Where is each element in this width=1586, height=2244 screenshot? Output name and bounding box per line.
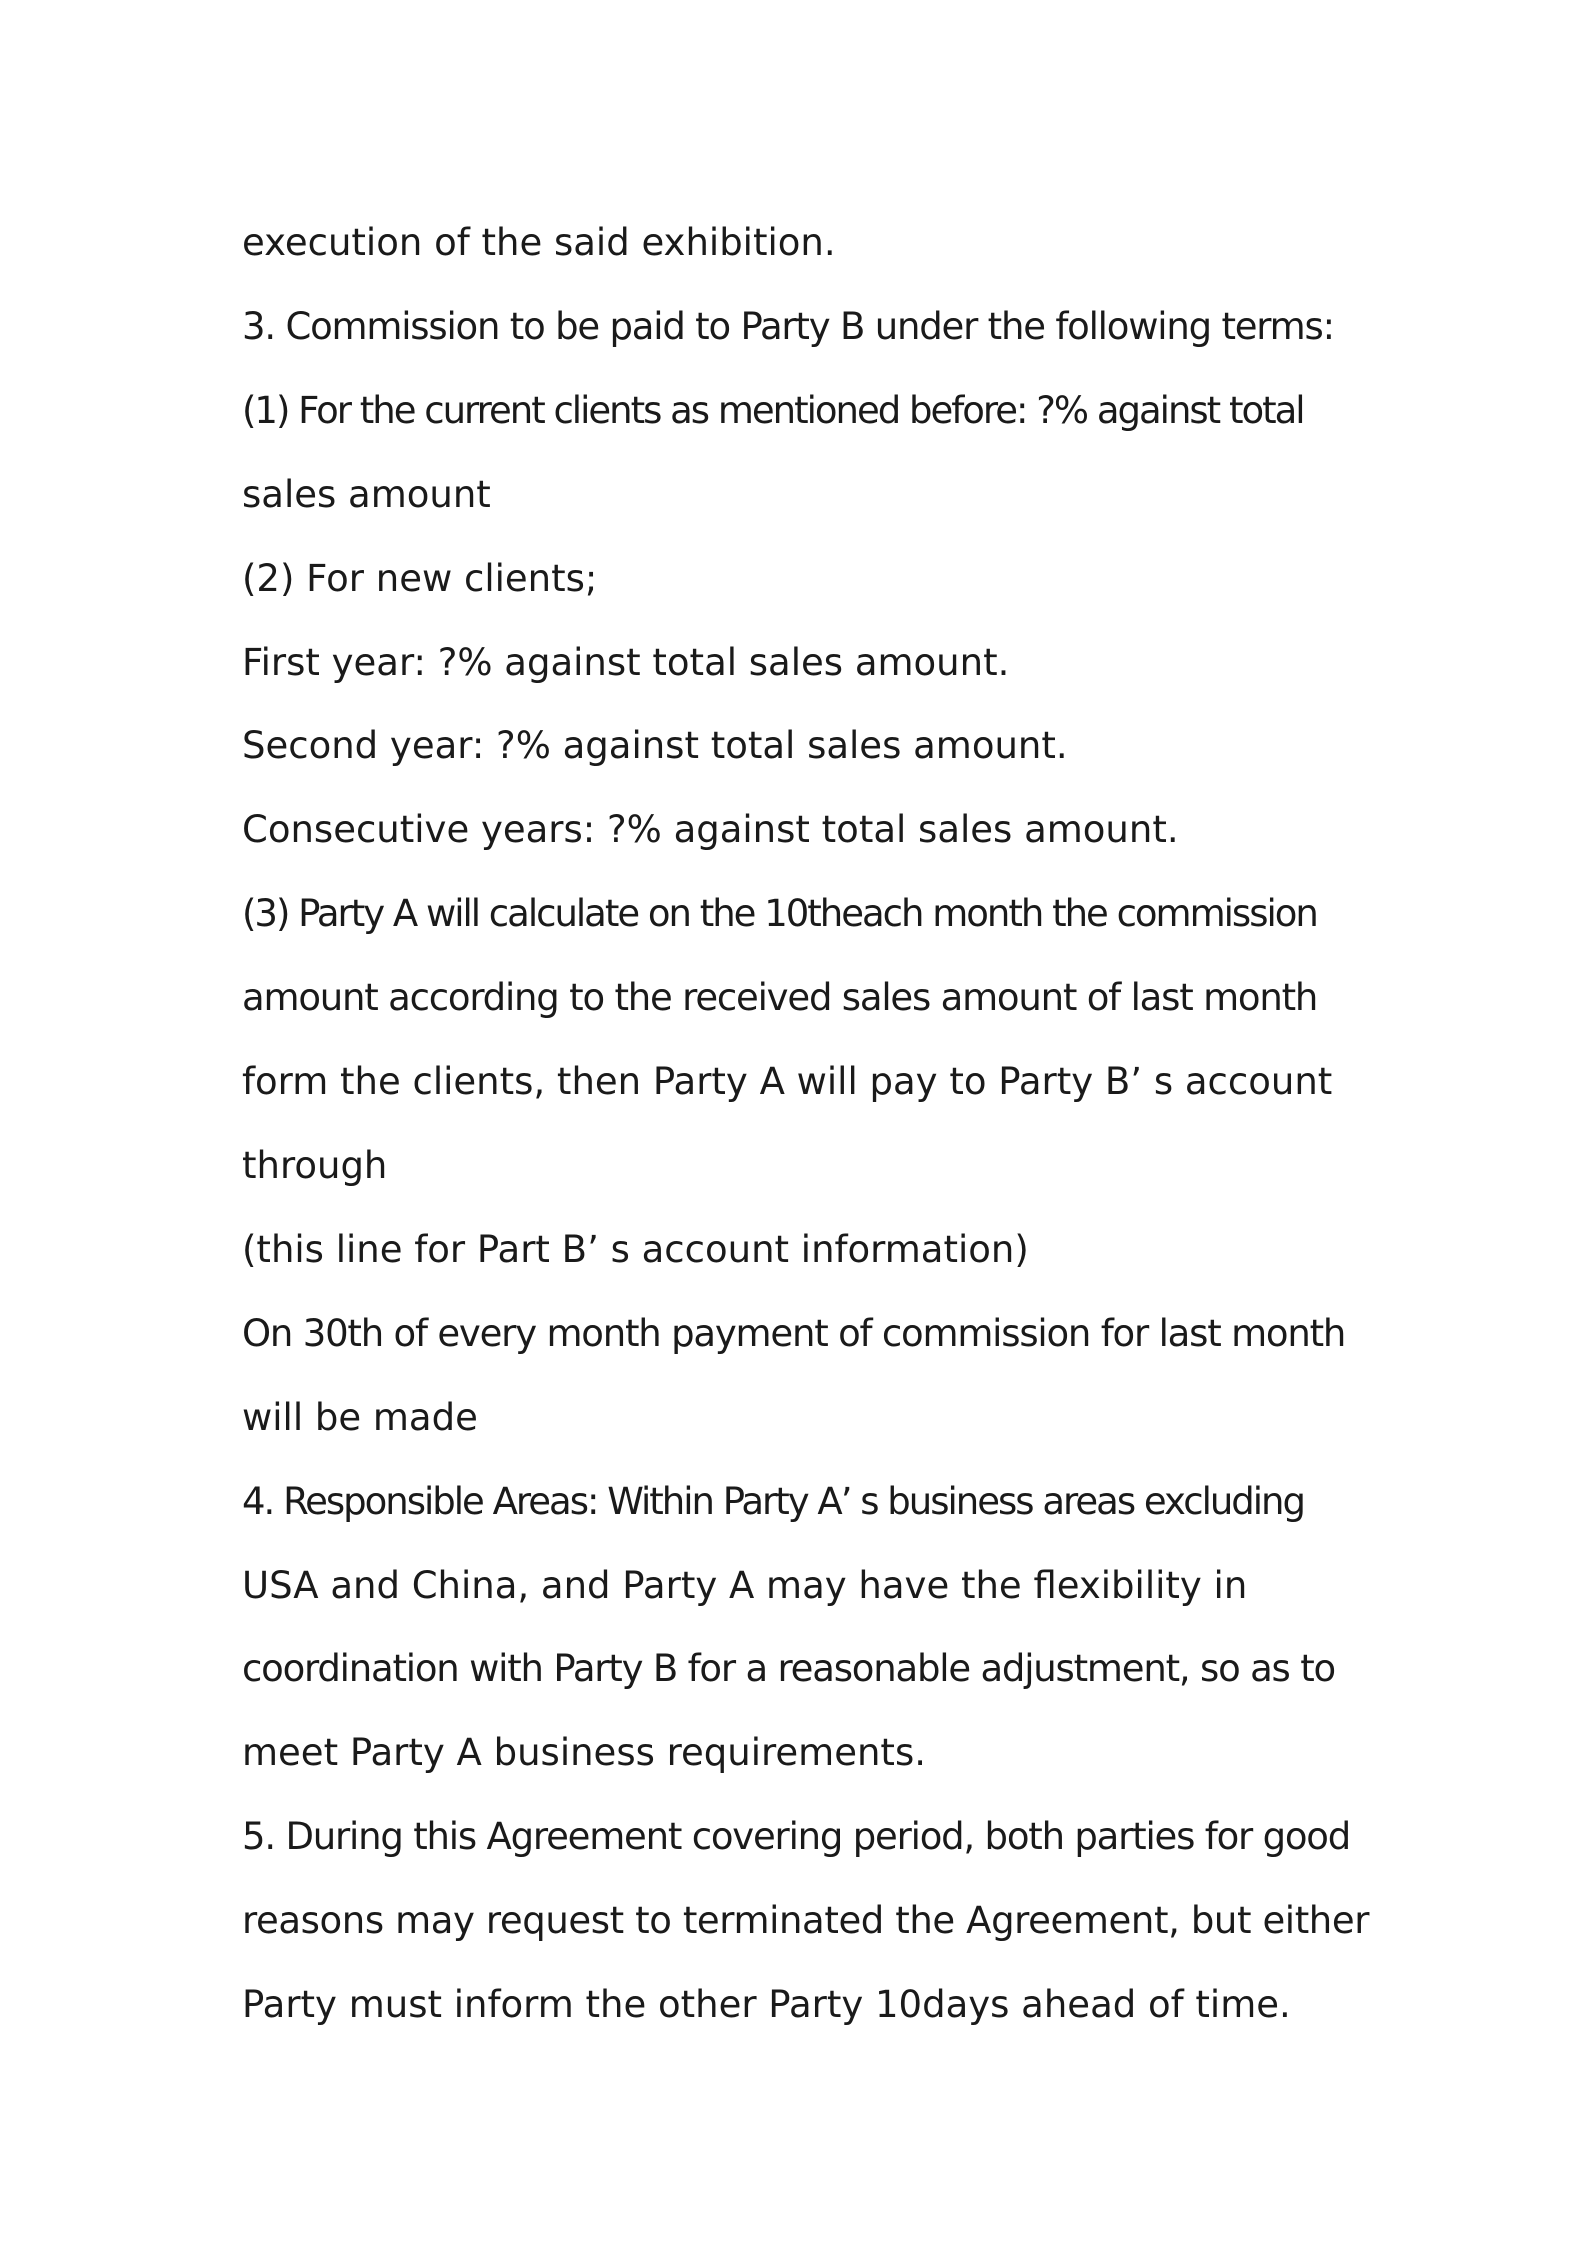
text-line: 4. Responsible Areas: Within Party A’ s business areas excluding — [242, 1479, 1304, 1523]
text-line: meet Party A business requirements. — [242, 1731, 926, 1775]
text-line: Second year: ?% against total sales amount. — [242, 724, 1068, 768]
text-line: On 30th of every month payment of commission for last month — [242, 1311, 1346, 1355]
text-line: Party must inform the other Party 10days ahead of time. — [242, 1983, 1291, 2027]
text-line: (this line for Part B’ s account information) — [242, 1227, 1029, 1271]
text-line: through — [242, 1143, 388, 1187]
text-line: will be made — [242, 1395, 478, 1439]
document-body — [242, 201, 1372, 2047]
text-line: sales amount — [242, 472, 491, 516]
text-line: reasons may request to terminated the Agreement, but either — [242, 1899, 1370, 1943]
text-line: First year: ?% against total sales amount. — [242, 640, 1010, 684]
text-line: form the clients, then Party A will pay to Party B’ s account — [242, 1060, 1333, 1104]
text-line: USA and China, and Party A may have the flexibility in — [242, 1563, 1248, 1607]
text-line: 3. Commission to be paid to Party B under the following terms: — [242, 304, 1334, 348]
text-line: execution of the said exhibition. — [242, 221, 836, 264]
text-line: coordination with Party B for a reasonable adjustment, so as to — [242, 1647, 1335, 1691]
text-line: (3) Party A will calculate on the 10theach month the commission — [242, 892, 1317, 936]
text-line: amount according to the received sales amount of last month — [242, 976, 1318, 1020]
text-line: Consecutive years: ?% against total sales amount. — [242, 808, 1179, 852]
text-line: 5. During this Agreement covering period, both parties for good — [242, 1815, 1351, 1859]
text-line: (1) For the current clients as mentioned before: ?% against total — [242, 388, 1304, 432]
text-line: (2) For new clients; — [242, 556, 598, 600]
